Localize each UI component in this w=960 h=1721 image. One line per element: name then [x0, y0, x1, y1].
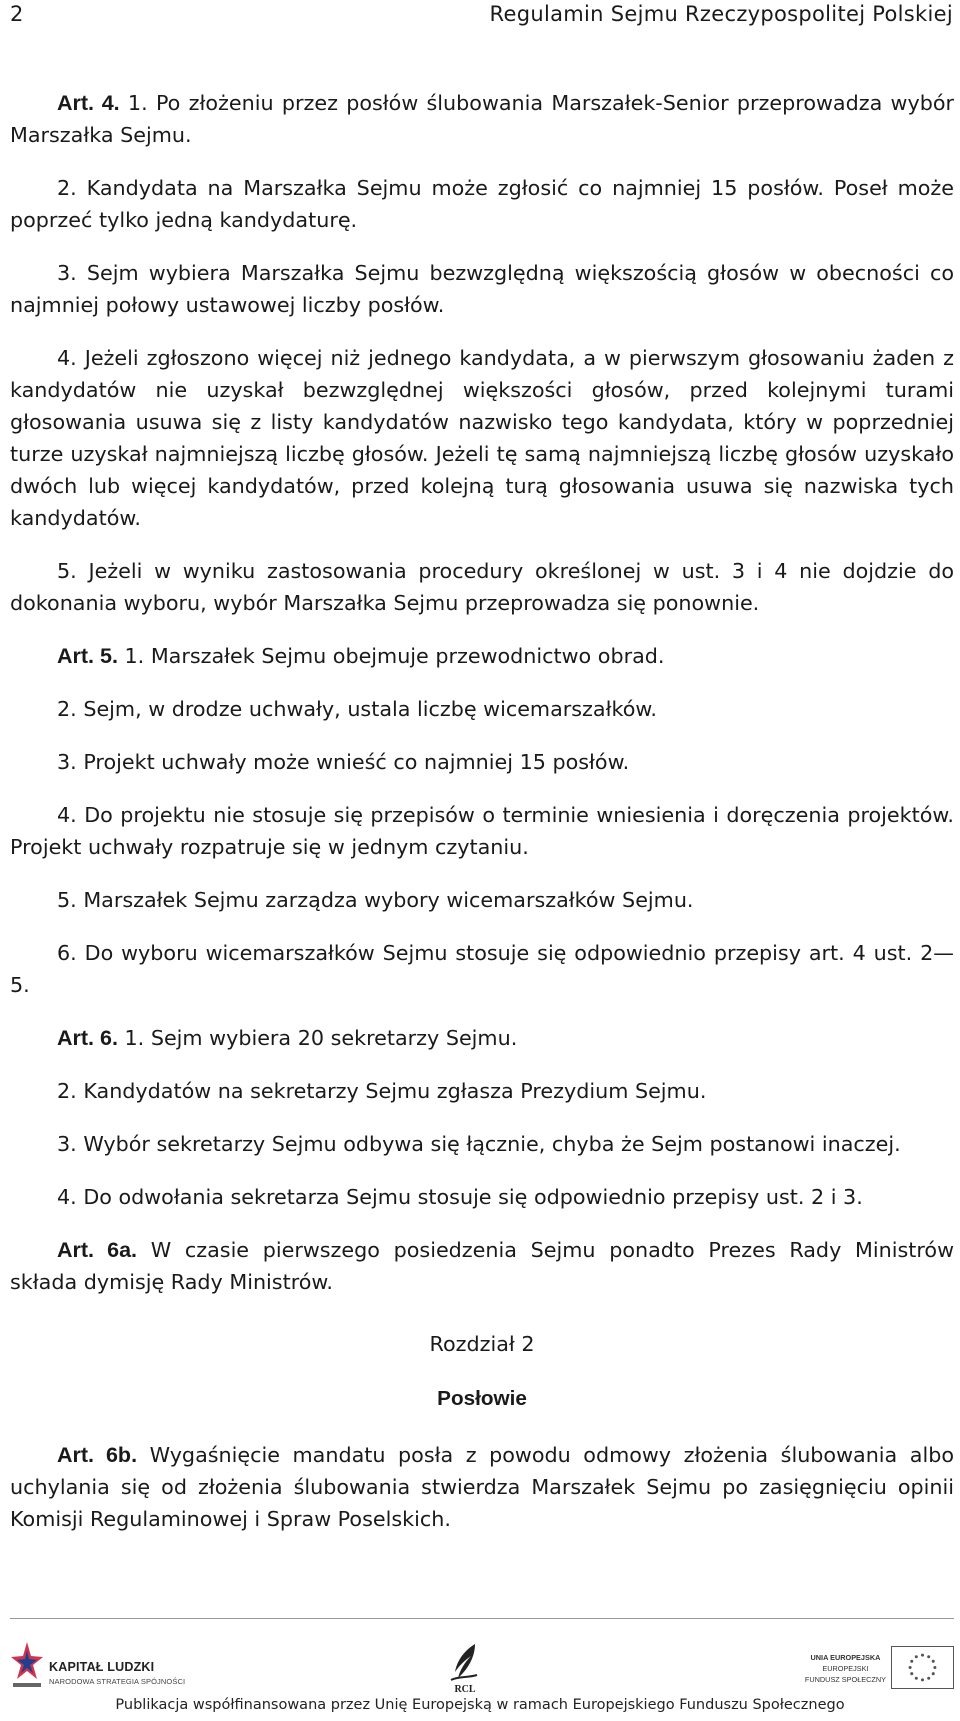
eu-flag-icon — [891, 1646, 954, 1689]
paragraph-text: 2. Kandydata na Marszałka Sejmu może zgłosić co najmniej 15 posłów. Poseł może poprzeć tylko jedną kandydaturę. — [10, 176, 954, 232]
articles-chapter-1 — [10, 87, 954, 1298]
eu-star — [921, 1654, 924, 1657]
paragraph-text: 3. Sejm wybiera Marszałka Sejmu bezwzględną większością głosów w obecności co najmniej połowy ustawowej liczby posłów. — [10, 261, 954, 317]
paragraph — [10, 640, 954, 672]
paragraph — [10, 257, 954, 321]
eu-logo-text — [805, 1652, 886, 1685]
eu-logo-line2: EUROPEJSKI — [822, 1664, 869, 1673]
paragraph — [10, 1234, 954, 1298]
rcl-quill-icon — [445, 1642, 485, 1684]
page-number: 2 — [10, 2, 24, 26]
paragraph — [10, 799, 954, 863]
footer-rule — [10, 1618, 954, 1619]
eu-logo-line1: UNIA EUROPEJSKA — [810, 1653, 881, 1662]
chapter-title: Posłowie — [437, 1387, 527, 1410]
eu-star — [909, 1666, 912, 1669]
paragraph — [10, 172, 954, 236]
articles-chapter-2 — [10, 1439, 954, 1535]
eu-star — [921, 1678, 924, 1681]
paragraph-text: 3. Projekt uchwały może wnieść co najmniej 15 posłów. — [57, 750, 630, 774]
paragraph-text: 5. Jeżeli w wyniku zastosowania procedury określonej w ust. 3 i 4 nie dojdzie do dokonania wyboru, wybór Marszałka Sejmu przeprowadza się ponownie. — [10, 559, 954, 615]
eu-logo — [790, 1646, 954, 1704]
eu-star — [910, 1672, 913, 1675]
paragraph-text: 1. Marszałek Sejmu obejmuje przewodnictwo obrad. — [117, 644, 665, 668]
eu-star — [927, 1677, 930, 1680]
eu-star — [915, 1677, 918, 1680]
rcl-logo — [445, 1642, 485, 1700]
paragraph — [10, 342, 954, 534]
paragraph-text: Wygaśnięcie mandatu posła z powodu odmowy złożenia ślubowania albo uchylania się od złożenia ślubowania stwierdza Marszałek Sejmu po zasięgnięciu opinii Komisji Regulaminowej i Spraw Poselskich. — [10, 1443, 954, 1531]
paragraph-text: 4. Do projektu nie stosuje się przepisów o terminie wniesienia i doręczenia projektów. Projekt uchwały rozpatruje się w jednym czytaniu. — [10, 803, 954, 859]
paragraph — [10, 1128, 954, 1160]
eu-star — [933, 1666, 936, 1669]
kapital-ludzki-logo — [10, 1640, 185, 1698]
paragraph — [10, 1181, 954, 1213]
paragraph — [10, 87, 954, 151]
paragraph-text: 3. Wybór sekretarzy Sejmu odbywa się łącznie, chyba że Sejm postanowi inaczej. — [57, 1132, 901, 1156]
eu-star — [910, 1660, 913, 1663]
rcl-logo-text: RCL — [454, 1684, 476, 1695]
paragraph-text: 4. Jeżeli zgłoszono więcej niż jednego kandydata, a w pierwszym głosowaniu żaden z kandydatów nie uzyskał bezwzględnej większości głosów, przed kolejnymi turami głosowania usuwa się z listy kandydatów nazwisko tego kandydata, który w poprzedniej turze uzyskał najmniejszą liczbę głosów. Jeżeli tę samą najmniejszą liczbę głosów uzyskało dwóch lub więcej kandydatów, przed kolejną turą głosowania usuwa się nazwiska tych kandydatów. — [10, 346, 954, 530]
paragraph — [10, 937, 954, 1001]
paragraph — [10, 555, 954, 619]
paragraph-text: 4. Do odwołania sekretarza Sejmu stosuje się odpowiednio przepisy ust. 2 i 3. — [57, 1185, 863, 1209]
paragraph — [10, 1075, 954, 1107]
eu-star — [927, 1655, 930, 1658]
article-label: Art. 6a. — [57, 1238, 138, 1262]
paragraph — [10, 884, 954, 916]
paragraph-text: 2. Kandydatów na sekretarzy Sejmu zgłasza Prezydium Sejmu. — [57, 1079, 707, 1103]
document-body — [10, 87, 954, 1556]
article-label: Art. 4. — [57, 91, 120, 115]
footer-caption: Publikacja współfinansowana przez Unię Europejską w ramach Europejskiego Funduszu Społecznego — [115, 1697, 845, 1713]
article-label: Art. 5. — [57, 644, 118, 668]
running-head: Regulamin Sejmu Rzeczypospolitej Polskiej — [489, 2, 953, 26]
article-label: Art. 6b. — [57, 1443, 138, 1467]
paragraph-text: 5. Marszałek Sejmu zarządza wybory wicemarszałków Sejmu. — [57, 888, 694, 912]
paragraph — [10, 746, 954, 778]
paragraph-text: 2. Sejm, w drodze uchwały, ustala liczbę wicemarszałków. — [57, 697, 657, 721]
paragraph-text: W czasie pierwszego posiedzenia Sejmu ponadto Prezes Rady Ministrów składa dymisję Rady Ministrów. — [10, 1238, 954, 1294]
kapital-ludzki-title: KAPITAŁ LUDZKI — [49, 1660, 155, 1674]
chapter-number: Rozdział 2 — [429, 1332, 535, 1356]
paragraph-text: 1. Sejm wybiera 20 sekretarzy Sejmu. — [117, 1026, 518, 1050]
article-label: Art. 6. — [57, 1026, 118, 1050]
kapital-ludzki-star-icon — [10, 1640, 44, 1690]
paragraph — [10, 693, 954, 725]
eu-star — [915, 1655, 918, 1658]
paragraph-text: 1. Po złożeniu przez posłów ślubowania Marszałek-Senior przeprowadza wybór Marszałka Sejmu. — [10, 91, 954, 147]
eu-star — [932, 1660, 935, 1663]
eu-star — [932, 1672, 935, 1675]
paragraph — [10, 1439, 954, 1535]
eu-logo-line3: FUNDUSZ SPOŁECZNY — [804, 1675, 886, 1684]
paragraph-text: 6. Do wyboru wicemarszałków Sejmu stosuje się odpowiednio przepisy art. 4 ust. 2—5. — [10, 941, 954, 997]
paragraph — [10, 1022, 954, 1054]
kapital-ludzki-subtitle: NARODOWA STRATEGIA SPÓJNOŚCI — [49, 1677, 186, 1686]
